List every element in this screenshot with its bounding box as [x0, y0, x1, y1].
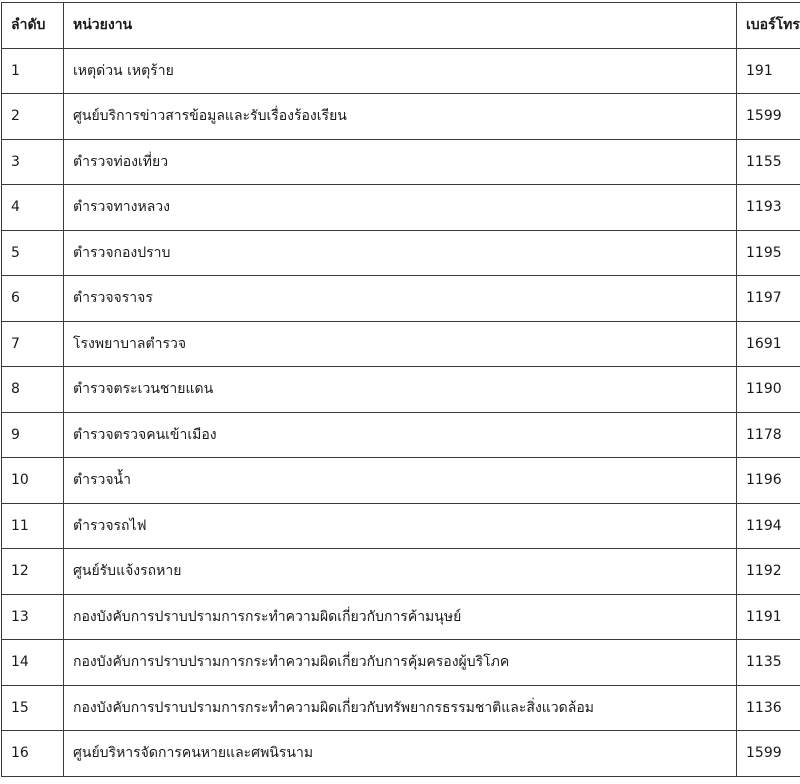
- row-unit: ศูนย์บริหารจัดการคนหายและศพนิรนาม: [64, 731, 737, 777]
- row-no: 10: [2, 458, 64, 504]
- table-row: [2, 503, 800, 549]
- row-no: 9: [2, 412, 64, 458]
- row-no: 3: [2, 139, 64, 185]
- row-unit: เหตุด่วน เหตุร้าย: [64, 48, 737, 94]
- row-no: 15: [2, 685, 64, 731]
- table-row: [2, 731, 800, 777]
- row-unit: ตำรวจจราจร: [64, 276, 737, 322]
- row-phone: 1190: [737, 367, 800, 413]
- table-row: [2, 276, 800, 322]
- row-unit: กองบังคับการปราบปรามการกระทำความผิดเกี่ยวกับการคุ้มครองผู้บริโภค: [64, 640, 737, 686]
- row-unit: ตำรวจน้ำ: [64, 458, 737, 504]
- row-no: 4: [2, 185, 64, 231]
- row-no: 12: [2, 549, 64, 595]
- row-phone: 1136: [737, 685, 800, 731]
- row-phone: 1155: [737, 139, 800, 185]
- row-phone: 1193: [737, 185, 800, 231]
- row-phone: 1194: [737, 503, 800, 549]
- row-unit: ตำรวจรถไฟ: [64, 503, 737, 549]
- table-header-row: [2, 3, 800, 49]
- row-phone: 1599: [737, 94, 800, 140]
- header-no: ลำดับ: [2, 3, 64, 49]
- row-phone: 1191: [737, 594, 800, 640]
- row-no: 13: [2, 594, 64, 640]
- emergency-phone-table: [1, 2, 800, 777]
- table-row: [2, 594, 800, 640]
- row-phone: 1135: [737, 640, 800, 686]
- row-no: 5: [2, 230, 64, 276]
- row-no: 6: [2, 276, 64, 322]
- table-row: [2, 94, 800, 140]
- table-row: [2, 685, 800, 731]
- row-unit: ศูนย์บริการข่าวสารข้อมูลและรับเรื่องร้องเรียน: [64, 94, 737, 140]
- row-unit: ตำรวจทางหลวง: [64, 185, 737, 231]
- row-no: 1: [2, 48, 64, 94]
- table-row: [2, 185, 800, 231]
- row-no: 7: [2, 321, 64, 367]
- row-unit: ตำรวจท่องเที่ยว: [64, 139, 737, 185]
- row-no: 11: [2, 503, 64, 549]
- table-row: [2, 48, 800, 94]
- row-unit: ตำรวจตระเวนชายแดน: [64, 367, 737, 413]
- header-phone: เบอร์โทร: [737, 3, 800, 49]
- row-unit: โรงพยาบาลตำรวจ: [64, 321, 737, 367]
- row-phone: 1192: [737, 549, 800, 595]
- row-phone: 1691: [737, 321, 800, 367]
- header-unit: หน่วยงาน: [64, 3, 737, 49]
- table-row: [2, 412, 800, 458]
- table-row: [2, 230, 800, 276]
- row-phone: 1178: [737, 412, 800, 458]
- row-unit: กองบังคับการปราบปรามการกระทำความผิดเกี่ยวกับทรัพยากรธรรมชาติและสิ่งแวดล้อม: [64, 685, 737, 731]
- row-unit: ตำรวจกองปราบ: [64, 230, 737, 276]
- table-row: [2, 549, 800, 595]
- row-phone: 1195: [737, 230, 800, 276]
- table-row: [2, 139, 800, 185]
- row-unit: ศูนย์รับแจ้งรถหาย: [64, 549, 737, 595]
- row-unit: ตำรวจตรวจคนเข้าเมือง: [64, 412, 737, 458]
- table-row: [2, 458, 800, 504]
- row-phone: 1599: [737, 731, 800, 777]
- row-no: 2: [2, 94, 64, 140]
- row-no: 16: [2, 731, 64, 777]
- row-phone: 1197: [737, 276, 800, 322]
- table-row: [2, 640, 800, 686]
- row-phone: 191: [737, 48, 800, 94]
- table-row: [2, 367, 800, 413]
- row-no: 8: [2, 367, 64, 413]
- row-phone: 1196: [737, 458, 800, 504]
- table-row: [2, 321, 800, 367]
- row-no: 14: [2, 640, 64, 686]
- row-unit: กองบังคับการปราบปรามการกระทำความผิดเกี่ยวกับการค้ามนุษย์: [64, 594, 737, 640]
